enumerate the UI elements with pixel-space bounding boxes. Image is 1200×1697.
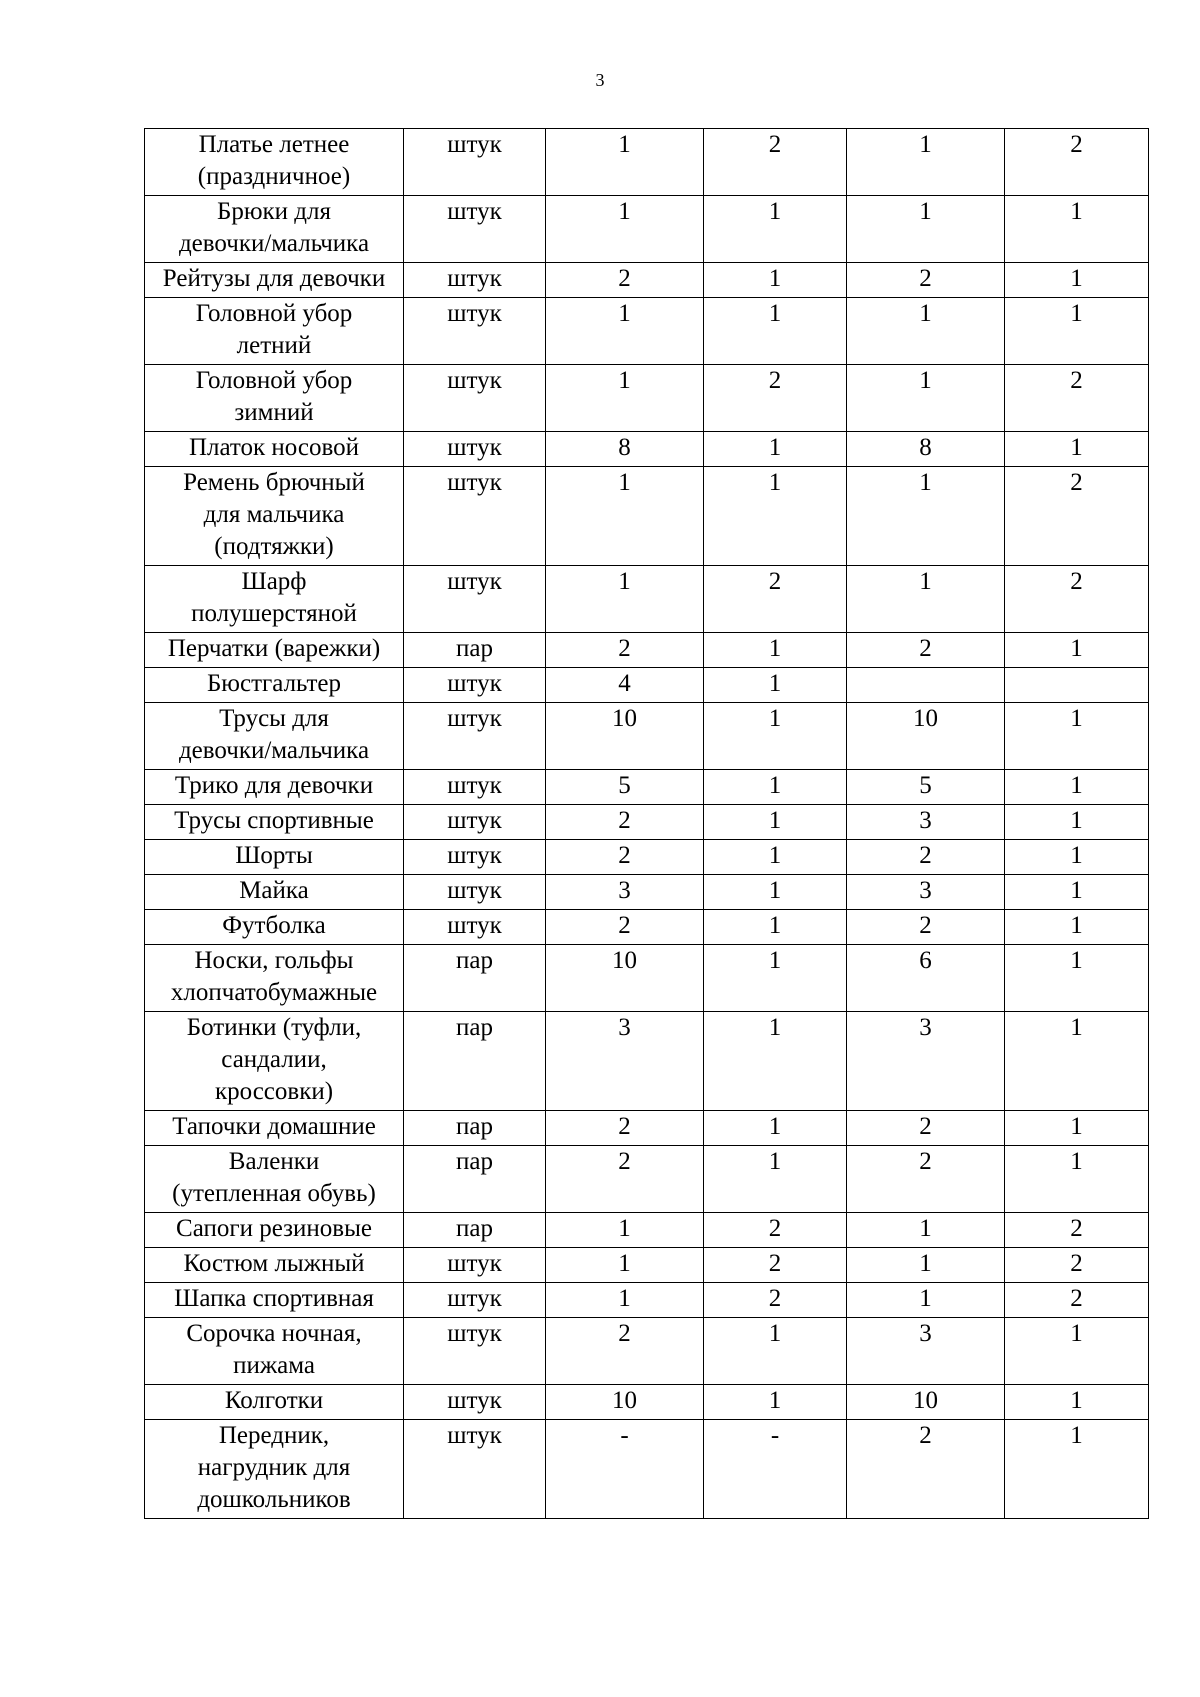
quantity-cell-1: 2 (546, 1318, 704, 1385)
quantity-cell-2: 2 (847, 1146, 1005, 1213)
quantity-cell-1: 2 (546, 633, 704, 668)
period-cell-2: 1 (1005, 805, 1149, 840)
period-cell-1: 1 (704, 298, 847, 365)
quantity-cell-1: - (546, 1420, 704, 1519)
period-cell-1: 1 (704, 875, 847, 910)
quantity-cell-2: 2 (847, 1420, 1005, 1519)
quantity-cell-2: 1 (847, 129, 1005, 196)
unit-cell: штук (404, 805, 546, 840)
item-name-cell: Сапоги резиновые (145, 1213, 404, 1248)
quantity-cell-1: 4 (546, 668, 704, 703)
table-row (145, 668, 1149, 703)
unit-cell: штук (404, 129, 546, 196)
period-cell-1: - (704, 1420, 847, 1519)
period-cell-2: 1 (1005, 1146, 1149, 1213)
quantity-cell-2: 3 (847, 1318, 1005, 1385)
item-name-cell: Шапка спортивная (145, 1283, 404, 1318)
quantity-cell-1: 3 (546, 1012, 704, 1111)
quantity-cell-1: 1 (546, 129, 704, 196)
item-name-cell: Платье летнее (праздничное) (145, 129, 404, 196)
item-name-cell: Платок носовой (145, 432, 404, 467)
quantity-cell-1: 10 (546, 1385, 704, 1420)
quantity-cell-1: 2 (546, 805, 704, 840)
item-name-cell: Колготки (145, 1385, 404, 1420)
table-row (145, 1012, 1149, 1111)
unit-cell: штук (404, 1420, 546, 1519)
period-cell-1: 2 (704, 566, 847, 633)
item-name-cell: Футболка (145, 910, 404, 945)
unit-cell: штук (404, 703, 546, 770)
period-cell-1: 1 (704, 196, 847, 263)
period-cell-1: 1 (704, 1318, 847, 1385)
unit-cell: штук (404, 467, 546, 566)
quantity-cell-2: 3 (847, 805, 1005, 840)
item-name-cell: Трусы спортивные (145, 805, 404, 840)
period-cell-2: 1 (1005, 840, 1149, 875)
item-name-cell: Тапочки домашние (145, 1111, 404, 1146)
quantity-cell-1: 2 (546, 1146, 704, 1213)
item-name-cell: Брюки для девочки/мальчика (145, 196, 404, 263)
table-row (145, 1111, 1149, 1146)
table-row (145, 703, 1149, 770)
period-cell-2: 1 (1005, 770, 1149, 805)
item-name-cell: Носки, гольфы хлопчатобумажные (145, 945, 404, 1012)
table-row (145, 298, 1149, 365)
table-row (145, 875, 1149, 910)
period-cell-1: 2 (704, 365, 847, 432)
table-row (145, 365, 1149, 432)
quantity-cell-2: 1 (847, 1213, 1005, 1248)
period-cell-1: 1 (704, 668, 847, 703)
period-cell-2: 1 (1005, 703, 1149, 770)
item-name-cell: Валенки (утепленная обувь) (145, 1146, 404, 1213)
item-name-cell: Головной убор летний (145, 298, 404, 365)
unit-cell: штук (404, 1248, 546, 1283)
item-name-cell: Бюстгальтер (145, 668, 404, 703)
quantity-cell-1: 1 (546, 467, 704, 566)
quantity-cell-2: 2 (847, 910, 1005, 945)
period-cell-2: 1 (1005, 1385, 1149, 1420)
period-cell-2: 1 (1005, 263, 1149, 298)
quantity-cell-1: 3 (546, 875, 704, 910)
table-row (145, 1213, 1149, 1248)
table-row (145, 840, 1149, 875)
period-cell-1: 2 (704, 1283, 847, 1318)
period-cell-1: 1 (704, 805, 847, 840)
table-row (145, 633, 1149, 668)
unit-cell: штук (404, 875, 546, 910)
unit-cell: штук (404, 1318, 546, 1385)
period-cell-2: 1 (1005, 1318, 1149, 1385)
quantity-cell-2: 1 (847, 1248, 1005, 1283)
quantity-cell-2: 1 (847, 566, 1005, 633)
quantity-cell-1: 1 (546, 1248, 704, 1283)
quantity-cell-1: 8 (546, 432, 704, 467)
table-row (145, 770, 1149, 805)
period-cell-1: 1 (704, 910, 847, 945)
period-cell-2 (1005, 668, 1149, 703)
period-cell-2: 1 (1005, 945, 1149, 1012)
table-row (145, 805, 1149, 840)
unit-cell: пар (404, 1146, 546, 1213)
period-cell-2: 2 (1005, 365, 1149, 432)
unit-cell: пар (404, 1213, 546, 1248)
item-name-cell: Костюм лыжный (145, 1248, 404, 1283)
quantity-cell-1: 1 (546, 298, 704, 365)
period-cell-1: 1 (704, 263, 847, 298)
unit-cell: штук (404, 365, 546, 432)
period-cell-2: 2 (1005, 1213, 1149, 1248)
unit-cell: штук (404, 263, 546, 298)
quantity-cell-1: 2 (546, 1111, 704, 1146)
period-cell-1: 1 (704, 770, 847, 805)
table-row (145, 1420, 1149, 1519)
quantity-cell-1: 2 (546, 910, 704, 945)
unit-cell: пар (404, 1111, 546, 1146)
table-row (145, 1248, 1149, 1283)
period-cell-2: 2 (1005, 129, 1149, 196)
period-cell-1: 2 (704, 1248, 847, 1283)
quantity-cell-2: 3 (847, 875, 1005, 910)
item-name-cell: Ремень брючный для мальчика (подтяжки) (145, 467, 404, 566)
unit-cell: штук (404, 196, 546, 263)
item-name-cell: Перчатки (варежки) (145, 633, 404, 668)
quantity-cell-2: 10 (847, 703, 1005, 770)
period-cell-2: 1 (1005, 196, 1149, 263)
unit-cell: штук (404, 668, 546, 703)
unit-cell: штук (404, 298, 546, 365)
table-row (145, 467, 1149, 566)
quantity-cell-2: 10 (847, 1385, 1005, 1420)
quantity-cell-2: 1 (847, 365, 1005, 432)
unit-cell: пар (404, 633, 546, 668)
unit-cell: штук (404, 910, 546, 945)
period-cell-1: 1 (704, 945, 847, 1012)
quantity-cell-2: 6 (847, 945, 1005, 1012)
quantity-cell-2: 1 (847, 467, 1005, 566)
quantity-cell-2: 1 (847, 196, 1005, 263)
period-cell-1: 1 (704, 1012, 847, 1111)
quantity-cell-1: 2 (546, 263, 704, 298)
item-name-cell: Шорты (145, 840, 404, 875)
period-cell-2: 2 (1005, 566, 1149, 633)
table-row (145, 1146, 1149, 1213)
table-row (145, 1318, 1149, 1385)
quantity-cell-2: 2 (847, 840, 1005, 875)
table-row (145, 263, 1149, 298)
period-cell-1: 1 (704, 1385, 847, 1420)
quantity-cell-1: 1 (546, 566, 704, 633)
item-name-cell: Сорочка ночная, пижама (145, 1318, 404, 1385)
quantity-cell-1: 5 (546, 770, 704, 805)
period-cell-2: 2 (1005, 1283, 1149, 1318)
period-cell-2: 2 (1005, 1248, 1149, 1283)
period-cell-2: 2 (1005, 467, 1149, 566)
period-cell-2: 1 (1005, 1012, 1149, 1111)
quantity-cell-2 (847, 668, 1005, 703)
item-name-cell: Майка (145, 875, 404, 910)
page-number: 3 (595, 70, 605, 90)
table-row (145, 432, 1149, 467)
period-cell-2: 1 (1005, 1111, 1149, 1146)
period-cell-1: 1 (704, 432, 847, 467)
item-name-cell: Трусы для девочки/мальчика (145, 703, 404, 770)
period-cell-1: 1 (704, 467, 847, 566)
quantity-cell-2: 8 (847, 432, 1005, 467)
period-cell-2: 1 (1005, 432, 1149, 467)
table-row (145, 1385, 1149, 1420)
clothing-items-table (144, 128, 1149, 1519)
item-name-cell: Шарф полушерстяной (145, 566, 404, 633)
quantity-cell-2: 5 (847, 770, 1005, 805)
table-row (145, 566, 1149, 633)
quantity-cell-1: 10 (546, 703, 704, 770)
period-cell-1: 2 (704, 129, 847, 196)
unit-cell: пар (404, 945, 546, 1012)
table-row (145, 1283, 1149, 1318)
unit-cell: штук (404, 1385, 546, 1420)
quantity-cell-2: 2 (847, 633, 1005, 668)
period-cell-2: 1 (1005, 298, 1149, 365)
unit-cell: пар (404, 1012, 546, 1111)
unit-cell: штук (404, 770, 546, 805)
period-cell-1: 1 (704, 703, 847, 770)
period-cell-2: 1 (1005, 910, 1149, 945)
quantity-cell-1: 1 (546, 1283, 704, 1318)
table-row (145, 196, 1149, 263)
unit-cell: штук (404, 840, 546, 875)
quantity-cell-2: 1 (847, 1283, 1005, 1318)
item-name-cell: Рейтузы для девочки (145, 263, 404, 298)
quantity-cell-1: 1 (546, 365, 704, 432)
period-cell-1: 2 (704, 1213, 847, 1248)
quantity-cell-1: 2 (546, 840, 704, 875)
unit-cell: штук (404, 432, 546, 467)
quantity-cell-1: 1 (546, 1213, 704, 1248)
quantity-cell-2: 3 (847, 1012, 1005, 1111)
unit-cell: штук (404, 1283, 546, 1318)
quantity-cell-1: 10 (546, 945, 704, 1012)
quantity-cell-2: 2 (847, 1111, 1005, 1146)
item-name-cell: Трико для девочки (145, 770, 404, 805)
period-cell-2: 1 (1005, 1420, 1149, 1519)
table-body (145, 129, 1149, 1519)
quantity-cell-1: 1 (546, 196, 704, 263)
quantity-cell-2: 2 (847, 263, 1005, 298)
period-cell-1: 1 (704, 633, 847, 668)
item-name-cell: Головной убор зимний (145, 365, 404, 432)
unit-cell: штук (404, 566, 546, 633)
period-cell-2: 1 (1005, 633, 1149, 668)
period-cell-1: 1 (704, 1111, 847, 1146)
period-cell-1: 1 (704, 840, 847, 875)
period-cell-1: 1 (704, 1146, 847, 1213)
period-cell-2: 1 (1005, 875, 1149, 910)
item-name-cell: Ботинки (туфли, сандалии, кроссовки) (145, 1012, 404, 1111)
item-name-cell: Передник, нагрудник для дошкольников (145, 1420, 404, 1519)
table-row (145, 129, 1149, 196)
table-row (145, 910, 1149, 945)
table-row (145, 945, 1149, 1012)
quantity-cell-2: 1 (847, 298, 1005, 365)
